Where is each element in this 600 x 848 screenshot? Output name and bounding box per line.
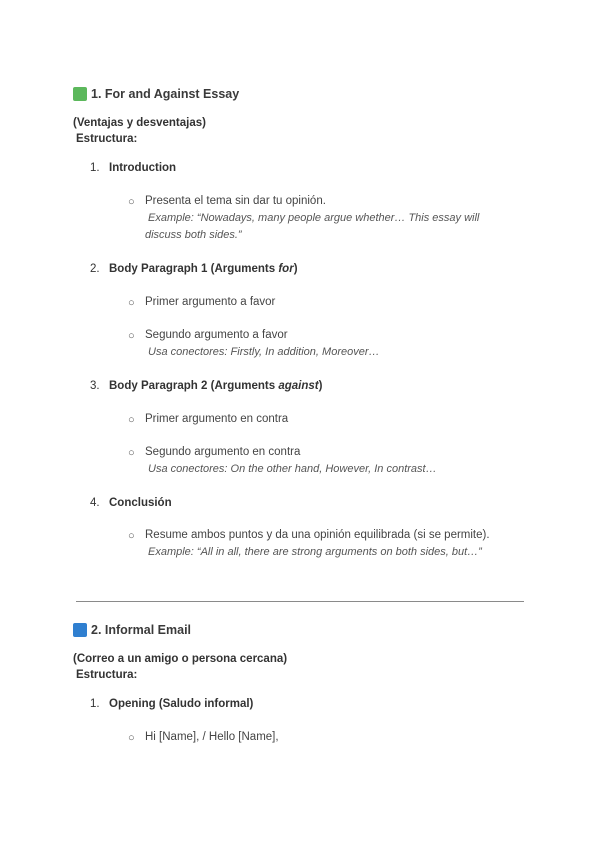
- bullet-text: Segundo argumento a favor: [145, 329, 288, 341]
- bullet-text: Hi [Name], / Hello [Name],: [145, 731, 279, 743]
- list-number: 1.: [90, 162, 100, 174]
- list-number: 3.: [90, 380, 100, 392]
- hollow-circle-bullet-icon: ○: [128, 732, 135, 744]
- item-title-opening: Opening (Saludo informal): [109, 698, 254, 710]
- item-title-introduction: Introduction: [109, 162, 177, 174]
- bullet-note: Usa conectores: Firstly, In addition, Moreover…: [148, 346, 380, 358]
- bullet-note-continued: discuss both sides.”: [145, 229, 242, 241]
- section1-subtitle: (Ventajas y desventajas): [73, 117, 206, 129]
- bullet-text: Primer argumento a favor: [145, 296, 276, 308]
- section2-structure-label: Estructura:: [76, 669, 138, 681]
- hollow-circle-bullet-icon: ○: [128, 330, 135, 342]
- section1-heading: [73, 87, 239, 101]
- bullet-note: Example: “All in all, there are strong arguments on both sides, but…”: [148, 546, 482, 558]
- item-title-body-paragraph-2: Body Paragraph 2 (Arguments against): [109, 380, 323, 392]
- section1-structure-label: Estructura:: [76, 133, 138, 145]
- hollow-circle-bullet-icon: ○: [128, 414, 135, 426]
- section2-heading: [73, 623, 191, 637]
- bullet-text: Presenta el tema sin dar tu opinión.: [145, 195, 326, 207]
- hollow-circle-bullet-icon: ○: [128, 447, 135, 459]
- bullet-text: Segundo argumento en contra: [145, 446, 301, 458]
- section1-heading-text: 1. For and Against Essay: [91, 87, 240, 101]
- section2-heading-text: 2. Informal Email: [91, 623, 192, 637]
- item-title-conclusion: Conclusión: [109, 497, 172, 509]
- blue-square-icon: [73, 623, 87, 637]
- green-square-icon: [73, 87, 87, 101]
- bullet-note: Usa conectores: On the other hand, However, In contrast…: [148, 463, 437, 475]
- horizontal-divider: [76, 601, 524, 602]
- list-number: 4.: [90, 497, 100, 509]
- section2-subtitle: (Correo a un amigo o persona cercana): [73, 653, 288, 665]
- hollow-circle-bullet-icon: ○: [128, 530, 135, 542]
- hollow-circle-bullet-icon: ○: [128, 196, 135, 208]
- list-number: 2.: [90, 263, 100, 275]
- bullet-text: Primer argumento en contra: [145, 413, 289, 425]
- bullet-note: Example: “Nowadays, many people argue whether… This essay will: [148, 212, 480, 224]
- hollow-circle-bullet-icon: ○: [128, 297, 135, 309]
- list-number: 1.: [90, 698, 100, 710]
- bullet-text: Resume ambos puntos y da una opinión equilibrada (si se permite).: [145, 529, 490, 541]
- item-title-body-paragraph-1: Body Paragraph 1 (Arguments for): [109, 263, 298, 275]
